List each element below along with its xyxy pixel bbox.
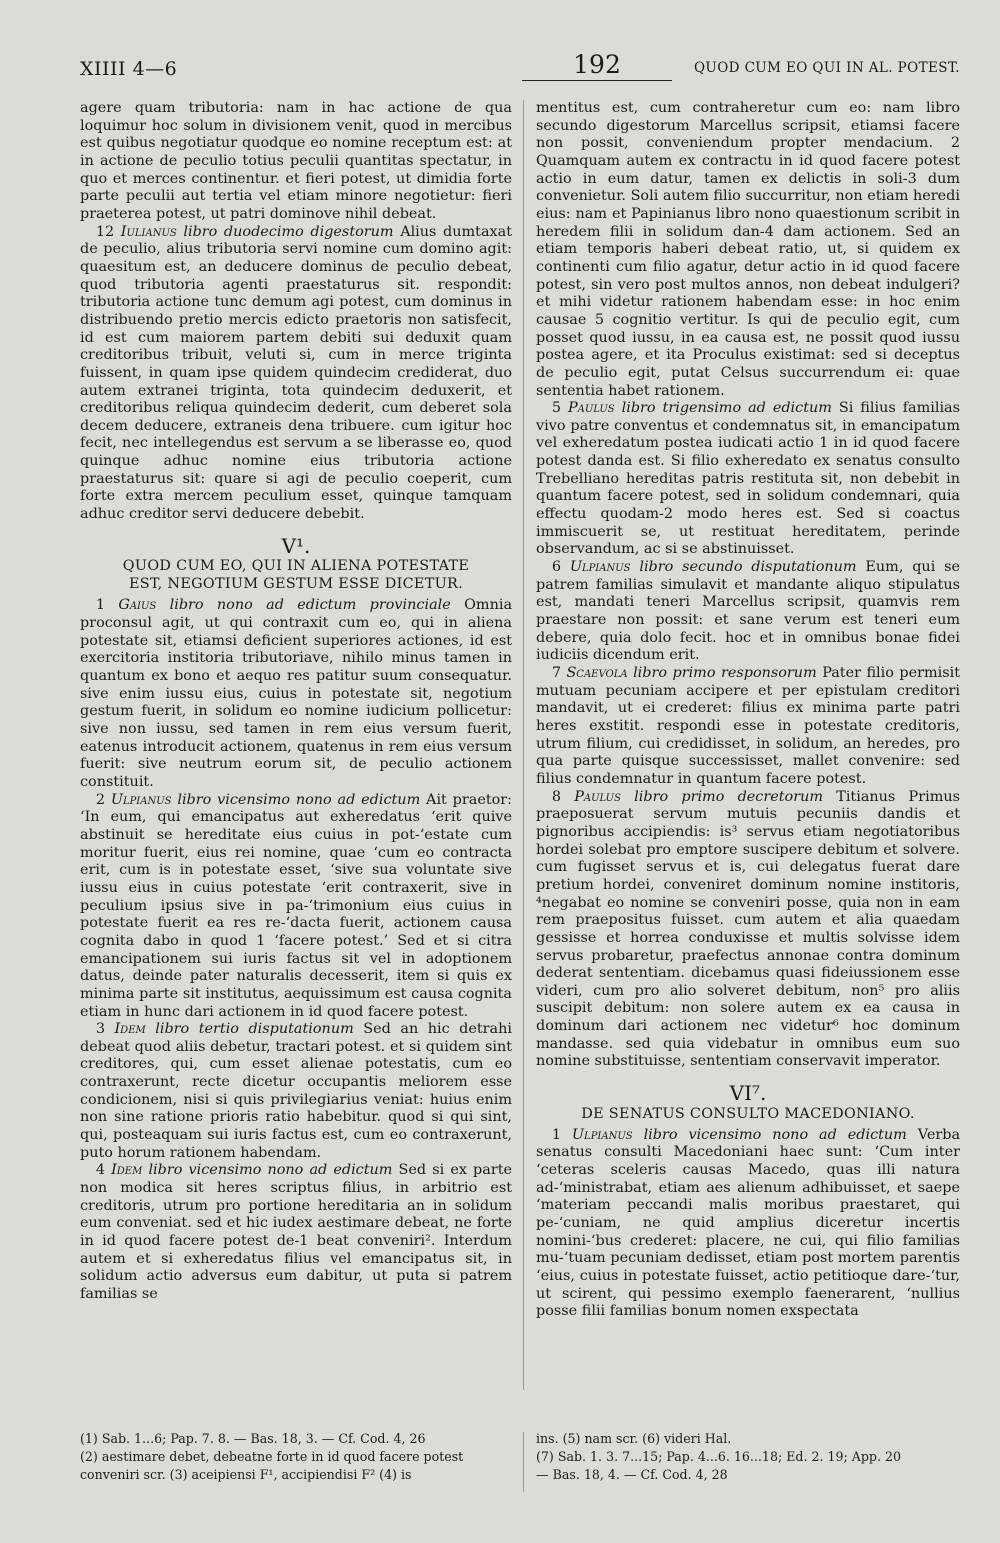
work-citation: libro duodecimo digestorum [183, 223, 394, 240]
fragment-text: Titianus Primus praeposuerat servum mutuis pecuniis dandis et pignoribus accipiendis: is³ servus etiam negotiatoribus hordei solebat pro emptore suscipere debitum et solvere. cum fugisset servus et is, cui delegatus fuerat dare pretium hordei, conveniret dominum nomine institoris, ⁴negabat eo nomine se conveniri posse, quia non in eam rem praepositus fuisset. cum autem et alia quaedam gessisse et horrea conduxisse et multis solvisse idem servus probaretur, praefectus annonae contra dominum dederat sententiam. dicebamus quasi fideiussionem esse videri, cum pro alio solveret debitum, non⁵ pro aliis suscipit debitum: non solere autem ex ea causa in dominum dari actionem nec videtur⁶ hoc dominum mandasse. sed quia videbatur in omnibus eum suo nomine substituisse, sententiam conservavit imperator. [536, 788, 960, 1070]
work-citation: libro vicensimo nono ad edictum [177, 791, 421, 808]
fragment-1 [80, 597, 512, 791]
footnote-divider [523, 1432, 524, 1492]
column-divider [523, 100, 524, 1390]
header-book-reference: XIIII 4—6 [80, 58, 178, 80]
footnote-line: (2) aestimare debet, debeatne forte in id quod facere potest [80, 1449, 464, 1464]
fragment-7 [536, 665, 960, 789]
running-header [80, 50, 960, 90]
fragment-8 [536, 789, 960, 1072]
jurist-name: Paulus [574, 788, 621, 805]
fragment-number: 6 [551, 559, 561, 576]
fragment-12 [80, 224, 512, 524]
fragment-macedonianum-1 [536, 1127, 960, 1321]
jurist-name: Idem [111, 1162, 143, 1179]
fragment-number: 7 [551, 665, 561, 681]
fragment-text: Alius dumtaxat de peculio, alius tributoria servi nomine cum domino agit: quaesitum est, an deducere dominus de peculio debeat, quod tributoria agenti praestaturus sit. respondit: tributoria actione tunc demum agi potest, cum dominus in distribuendo pretio mercis edicto praetoris non satisfecit, id est cum maiorem partem debiti sui deduxit quam creditoribus tribuit, veluti si, cum in merce triginta fuissent, in quam ipse quidem quindecim crediderat, duo autem extranei triginta, tota quindecim deduxerit, et creditoribus reliqua quindecim dederit, cum deberet sola decem deducere, extraneis dena tribuere. cum igitur hoc fecit, nec intellegendus est servum a se liberasse eo, quod quinque adhuc nomine eius tributoria actione praestaturus sit: quare si agi de peculio coeperit, cum forte extra mercem peculium esset, quinque tamquam adhuc creditor servi deducere debebit. [80, 223, 512, 523]
footnotes-right [536, 1430, 960, 1484]
fragment-4 [80, 1162, 512, 1303]
fragment-number: 8 [551, 788, 561, 805]
fragment-number: 2 [95, 791, 105, 808]
header-rule [522, 80, 672, 81]
title-number: V¹. [281, 533, 311, 558]
title-number: VI⁷. [729, 1081, 767, 1106]
footnotes [80, 1430, 960, 1510]
work-citation: libro primo responsorum [633, 665, 817, 681]
left-column [80, 100, 512, 1390]
fragment-text: Sed an hic detrahi debeat quod aliis debetur, tractari potest. et si quidem sint creditores, qui, cum esset alienae potestatis, cum eo contraxerunt, recte dicetur occupantis meliorem esse condicionem, nisi si quis privilegiarius veniat: huius enim non sine ratione prioris ratio habebitur. quod si qui sint, qui, posteaquam sui iuris factus est, cum eo contraxerunt, puto horum rationem habendam. [80, 1021, 512, 1161]
jurist-name: Ulpianus [569, 559, 631, 576]
fragment-2 [80, 792, 512, 1022]
jurist-name: Idem [114, 1021, 146, 1038]
footnote-line: (1) Sab. 1...6; Pap. 7. 8. — Bas. 18, 3. — Cf. Cod. 4, 26 [80, 1431, 426, 1446]
fragment-number: 12 [95, 223, 115, 240]
page-number: 192 [573, 50, 621, 79]
jurist-name: Ulpianus [110, 791, 172, 808]
fragment-3 [80, 1021, 512, 1162]
fragment-5 [536, 400, 960, 559]
footnote-line: — Bas. 18, 4. — Cf. Cod. 4, 28 [536, 1467, 728, 1482]
fragment-number: 3 [95, 1021, 105, 1038]
title-heading-line: QUOD CUM EO, QUI IN ALIENA POTESTATE [122, 558, 470, 575]
fragment-text: Verba senatus consulti Macedoniani haec sunt: ‘Cum inter ‘ceteras sceleris causas Macedo, quas illi natura ad-‘ministrabat, etiam aes alienum adhibuisset, et saepe ‘materiam peccandi malis moribus praestaret, qui pe-‘cuniam, ne quid amplius diceretur incertis nomini-‘bus crederet: placere, ne cui, qui filio familias mu-‘tuam pecuniam dedisset, etiam post mortem parentis ‘eius, cuius in potestate fuisset, actio petitioque dare-‘tur, ut scirent, qui pessimo exemplo faenerarent, ‘nullius posse filii familias bonum nomen exspectata [536, 1126, 960, 1320]
paragraph-continued: agere quam tributoria: nam in hac actione de qua loquimur hoc solum in divisionem venit, quod in mercibus est quibus negotiatur quodque eo nomine receptum est: at in actione de peculio totius peculii quantitas spectatur, in quo et merces continentur. et fieri potest, ut dimidia forte parte peculii aut tertia vel etiam minore negotietur: fieri praeterea potest, ut patri dominove nihil debeat. [80, 100, 512, 222]
fragment-number: 4 [95, 1162, 105, 1179]
fragment-number: 1 [551, 1126, 561, 1143]
fragment-text: Si filius familias vivo patre conventus et condemnatus sit, in emancipatum vel exheredatum postea iudicati actio 1 in id quod facere potest danda est. Si filio exheredato ex senatus consulto Trebelliano hereditas patris restituta sit, non debebit in quantum facere potest, sed in solidum condemnari, quia effectu quodam-2 modo heres est. Sed si coactus immiscuerit se, ut restituat hereditatem, perinde observandum, ac si se abstinuisset. [536, 400, 960, 558]
jurist-name: Scaevola [566, 665, 628, 681]
jurist-name: Iulianus [120, 223, 177, 240]
fragment-text: Ait praetor: ‘In eum, qui emancipatus aut exheredatus ‘erit quive abstinuit se hereditate eius cuius in pot-‘estate cum moritur fuerit, eius rei nomine, quae ‘cum eo contracta erit, cum is in potestate esset, ‘sive sua voluntate sive iussu eius in cuius potestate ‘erit contraxerit, sive in peculium ipsius sive in pa-‘trimonium eius cuius in potestate fuerit ea res re-‘dacta fuerit, actionem causa cognita dabo in quod 1 ‘facere potest.’ Sed et si citra emancipationem sui iuris factus sit vel in adoptionem datus, deinde pater naturalis decesserit, item si quis ex minima parte sit institutus, aequissimum est causa cognita etiam in hunc dari actionem in id quod facere potest. [80, 791, 512, 1020]
work-citation: libro nono ad edictum provinciale [169, 597, 451, 614]
work-citation: libro secundo disputationum [639, 559, 857, 576]
fragment-number: 1 [95, 597, 105, 614]
paragraph-continued: mentitus est, cum contraheretur cum eo: nam libro secundo digestorum Marcellus scripsit, etiamsi facere non possit, conveniendum propter mendacium. 2 Quamquam autem ex contractu in id quod facere potest actio in eum datur, tamen ex delictis in soli-3 dum convenietur. Soli autem filio succurritur, non etiam heredi eius: nam et Papinianus libro nono quaestionum scribit in heredem filii in solidum dan-4 dam actionem. Sed an etiam temporis haberi debeat ratio, ut, si quidem ex continenti cum filio agatur, detur actio in id quod facere potest, sin vero post multos annos, non debeat indulgeri? et mihi videtur rationem habendam esse: in hoc enim causae 5 cognitio vertitur. Is qui de peculio egit, cum posset quod iussu, in ea causa est, ne possit quod iussu postea agere, et ita Proculus existimat: sed si deceptus de peculio egit, putat Celsus succurrendum ei: quae sententia habet rationem. [536, 100, 960, 399]
fragment-text: Sed si ex parte non modica sit heres scriptus filius, in arbitrio est creditoris, utrum pro portione hereditaria an in solidum eum conveniat. sed et hic iudex aestimare debeat, ne forte in id quod facere potest de-1 beat conveniri². Interdum autem et si exheredatus filius vel emancipatus sit, in solidum actio adversus eum dabitur, ut puta si patrem familias se [80, 1162, 512, 1302]
work-citation: libro tertio disputationum [155, 1021, 354, 1038]
title-heading [80, 557, 512, 593]
jurist-name: Gaius [118, 597, 157, 614]
fragment-text: Eum, qui se patrem familias simulavit et mandante aliquo stipulatus est, mandati teneri Marcellus scripsit, quamvis rem praestare non possit: et sane verum est teneri eum debere, quia dolo fecit. hoc et in omnibus bonae fidei iudiciis dicendum erit. [536, 559, 960, 664]
jurist-name: Paulus [567, 400, 615, 417]
work-citation: libro vicensimo nono ad edictum [643, 1126, 907, 1143]
fragment-number: 5 [551, 400, 561, 417]
fragment-6 [536, 559, 960, 665]
footnote-line: (7) Sab. 1. 3. 7...15; Pap. 4...6. 16...18; Ed. 2. 19; App. 20 [536, 1449, 902, 1464]
fragment-text: Omnia proconsul agit, ut qui contraxit cum eo, qui in aliena potestate sit, etiamsi deficient superiores actiones, id est exercitoria institoria tributoriave, nihilo minus tamen in quantum ex bono et aequo res patitur suum consequatur. sive enim iussu eius, cuius in potestate sit, negotium gestum fuerit, in solidum eo nomine iudicium pollicetur: sive non iussu, sed tamen in rem eius versum fuerit, eatenus introducit actionem, quatenus in rem eius versum fuerit: sive neutrum eorum sit, de peculio actionem constituit. [80, 597, 512, 790]
footnote-line: ins. (5) nam scr. (6) videri Hal. [536, 1431, 732, 1446]
jurist-name: Ulpianus [571, 1126, 633, 1143]
work-citation: libro trigensimo ad edictum [621, 400, 832, 417]
work-citation: libro vicensimo nono ad edictum [148, 1162, 393, 1179]
title-heading-line: EST, NEGOTIUM GESTUM ESSE DICETUR. [128, 576, 464, 593]
footnote-line: conveniri scr. (3) aceipiensi F¹, accipiendisi F² (4) is [80, 1467, 412, 1482]
title-heading: DE SENATUS CONSULTO MACEDONIANO. [581, 1105, 915, 1122]
footnotes-left [80, 1430, 512, 1484]
right-column [536, 100, 960, 1390]
work-citation: libro primo decretorum [634, 788, 823, 805]
fragment-text: Pater filio permisit mutuam pecuniam accipere et per epistulam creditori mandavit, ut ei crederet: filius ex minima parte patri heres exstitit. respondi esse in potestate creditoris, utrum filium, cui credidisset, in solidum, an heredes, pro qua parte quisque successisset, mallet convenire: sed filius condemnatur in quantum facere potest. [536, 665, 960, 787]
header-running-title: QUOD CUM EO QUI IN AL. POTEST. [693, 60, 960, 76]
